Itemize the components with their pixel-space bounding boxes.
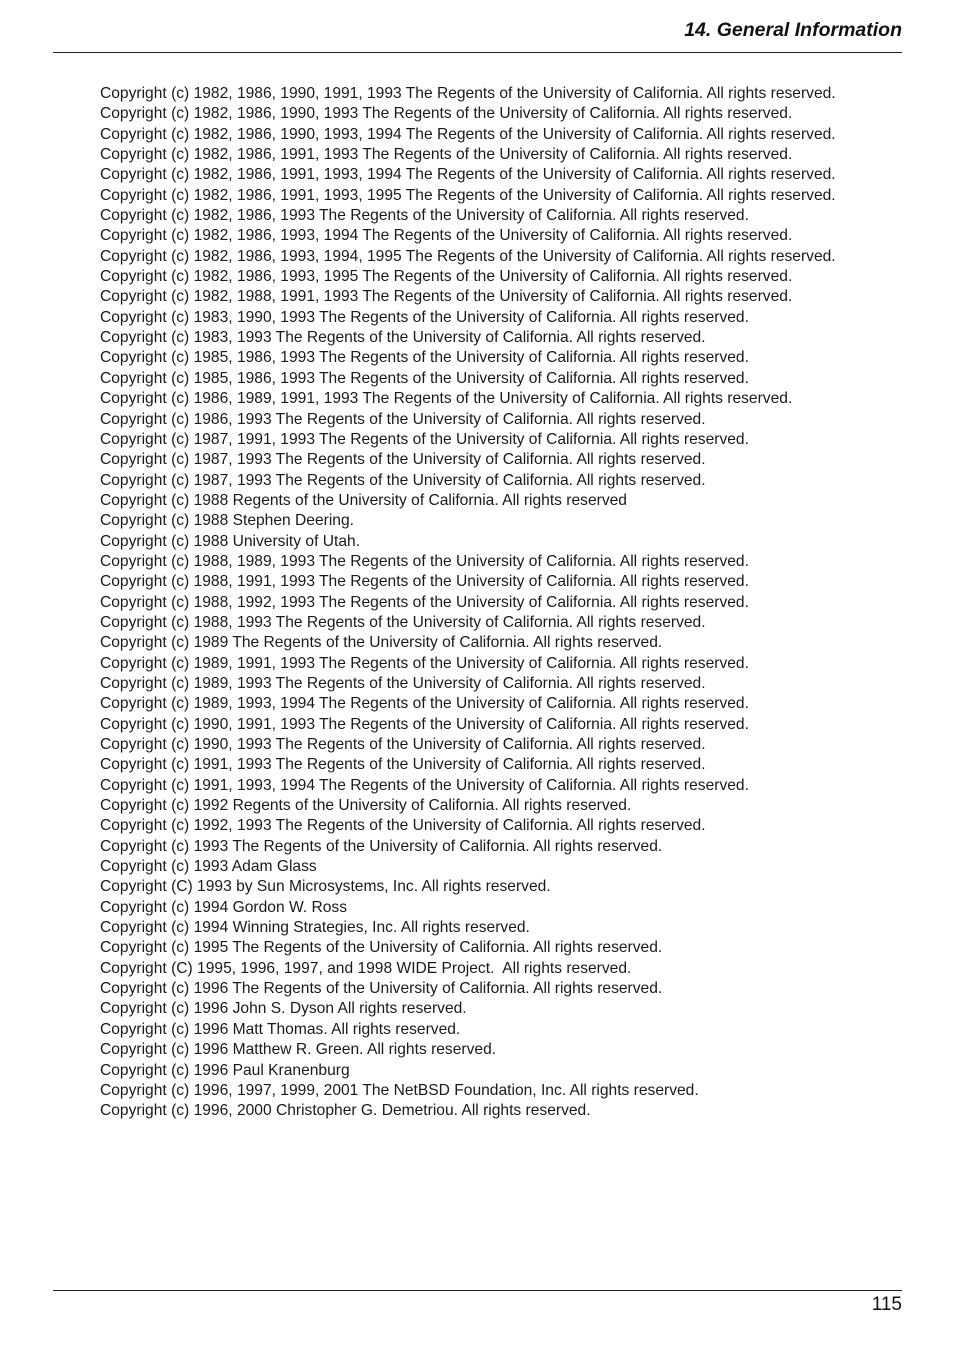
copyright-line: Copyright (c) 1982, 1986, 1993, 1994 The Regents of the University of California. All rights reserved. <box>100 227 793 245</box>
copyright-line: Copyright (c) 1982, 1986, 1990, 1993 The Regents of the University of California. All rights reserved. <box>100 105 793 123</box>
copyright-line: Copyright (c) 1983, 1990, 1993 The Regents of the University of California. All rights reserved. <box>100 308 749 326</box>
copyright-line: Copyright (c) 1994 Winning Strategies, Inc. All rights reserved. <box>100 919 530 937</box>
copyright-list <box>100 84 855 1122</box>
page-header-title: 14. General Information <box>684 19 902 41</box>
copyright-line: Copyright (c) 1988, 1992, 1993 The Regents of the University of California. All rights reserved. <box>100 593 749 611</box>
copyright-line: Copyright (c) 1982, 1986, 1993, 1994, 1995 The Regents of the University of California. All rights reserved. <box>100 247 836 265</box>
copyright-line: Copyright (c) 1982, 1986, 1993 The Regents of the University of California. All rights reserved. <box>100 207 749 225</box>
copyright-line: Copyright (c) 1982, 1986, 1990, 1993, 1994 The Regents of the University of California. All rights reserved. <box>100 125 836 143</box>
copyright-line: Copyright (c) 1993 The Regents of the University of California. All rights reserved. <box>100 837 663 855</box>
copyright-line: Copyright (c) 1996 Matt Thomas. All rights reserved. <box>100 1020 461 1038</box>
copyright-line: Copyright (c) 1988, 1989, 1993 The Regents of the University of California. All rights reserved. <box>100 552 749 570</box>
footer-divider <box>53 1290 902 1291</box>
copyright-line: Copyright (c) 1991, 1993 The Regents of the University of California. All rights reserved. <box>100 756 706 774</box>
copyright-line: Copyright (c) 1994 Gordon W. Ross <box>100 898 348 916</box>
header-divider <box>53 52 902 53</box>
copyright-line: Copyright (C) 1995, 1996, 1997, and 1998 WIDE Project. All rights reserved. <box>100 959 632 977</box>
copyright-line: Copyright (c) 1982, 1988, 1991, 1993 The Regents of the University of California. All rights reserved. <box>100 288 793 306</box>
copyright-line: Copyright (c) 1987, 1991, 1993 The Regents of the University of California. All rights reserved. <box>100 430 749 448</box>
copyright-line: Copyright (c) 1982, 1986, 1991, 1993, 1995 The Regents of the University of California. All rights reserved. <box>100 186 836 204</box>
copyright-line: Copyright (c) 1982, 1986, 1991, 1993 The Regents of the University of California. All rights reserved. <box>100 146 793 164</box>
page-number: 115 <box>871 1294 902 1315</box>
copyright-line: Copyright (c) 1991, 1993, 1994 The Regents of the University of California. All rights reserved. <box>100 776 749 794</box>
copyright-line: Copyright (c) 1988 Regents of the University of California. All rights reserved <box>100 491 627 509</box>
copyright-line: Copyright (c) 1985, 1986, 1993 The Regents of the University of California. All rights reserved. <box>100 369 749 387</box>
copyright-line: Copyright (c) 1985, 1986, 1993 The Regents of the University of California. All rights reserved. <box>100 349 749 367</box>
copyright-line: Copyright (c) 1989, 1993 The Regents of the University of California. All rights reserved. <box>100 674 706 692</box>
copyright-line: Copyright (c) 1982, 1986, 1990, 1991, 1993 The Regents of the University of California. All rights reserved. <box>100 85 836 102</box>
copyright-line: Copyright (c) 1992 Regents of the University of California. All rights reserved. <box>100 797 632 815</box>
copyright-line: Copyright (c) 1996 The Regents of the University of California. All rights reserved. <box>100 980 663 998</box>
copyright-line: Copyright (c) 1996 John S. Dyson All rights reserved. <box>100 1000 467 1018</box>
copyright-line: Copyright (c) 1996, 1997, 1999, 2001 The NetBSD Foundation, Inc. All rights reserved. <box>100 1081 699 1099</box>
copyright-line: Copyright (c) 1988 Stephen Deering. <box>100 512 354 530</box>
copyright-line: Copyright (C) 1993 by Sun Microsystems, Inc. All rights reserved. <box>100 878 551 896</box>
copyright-line: Copyright (c) 1989, 1991, 1993 The Regents of the University of California. All rights reserved. <box>100 654 749 672</box>
copyright-line: Copyright (c) 1990, 1993 The Regents of the University of California. All rights reserved. <box>100 736 706 753</box>
copyright-line: Copyright (c) 1996, 2000 Christopher G. Demetriou. All rights reserved. <box>100 1102 591 1120</box>
copyright-line: Copyright (c) 1986, 1989, 1991, 1993 The Regents of the University of California. All rights reserved. <box>100 390 793 408</box>
copyright-line: Copyright (c) 1996 Paul Kranenburg <box>100 1061 350 1079</box>
copyright-line: Copyright (c) 1986, 1993 The Regents of the University of California. All rights reserved. <box>100 410 706 428</box>
copyright-line: Copyright (c) 1987, 1993 The Regents of the University of California. All rights reserved. <box>100 451 706 469</box>
copyright-line: Copyright (c) 1995 The Regents of the University of California. All rights reserved. <box>100 939 663 957</box>
copyright-line: Copyright (c) 1983, 1993 The Regents of the University of California. All rights reserved. <box>100 329 706 347</box>
copyright-line: Copyright (c) 1993 Adam Glass <box>100 858 317 876</box>
copyright-line: Copyright (c) 1992, 1993 The Regents of the University of California. All rights reserved. <box>100 817 706 835</box>
copyright-line: Copyright (c) 1989 The Regents of the University of California. All rights reserved. <box>100 634 663 652</box>
copyright-line: Copyright (c) 1982, 1986, 1991, 1993, 1994 The Regents of the University of California. All rights reserved. <box>100 166 836 184</box>
copyright-line: Copyright (c) 1996 Matthew R. Green. All rights reserved. <box>100 1041 497 1059</box>
copyright-line: Copyright (c) 1988, 1993 The Regents of the University of California. All rights reserved. <box>100 613 706 631</box>
copyright-line: Copyright (c) 1982, 1986, 1993, 1995 The Regents of the University of California. All rights reserved. <box>100 268 793 286</box>
copyright-line: Copyright (c) 1988 University of Utah. <box>100 532 360 550</box>
copyright-line: Copyright (c) 1987, 1993 The Regents of the University of California. All rights reserved. <box>100 471 706 489</box>
copyright-line: Copyright (c) 1989, 1993, 1994 The Regents of the University of California. All rights reserved. <box>100 695 749 713</box>
copyright-line: Copyright (c) 1988, 1991, 1993 The Regents of the University of California. All rights reserved. <box>100 573 749 591</box>
copyright-line: Copyright (c) 1990, 1991, 1993 The Regents of the University of California. All rights reserved. <box>100 715 749 733</box>
